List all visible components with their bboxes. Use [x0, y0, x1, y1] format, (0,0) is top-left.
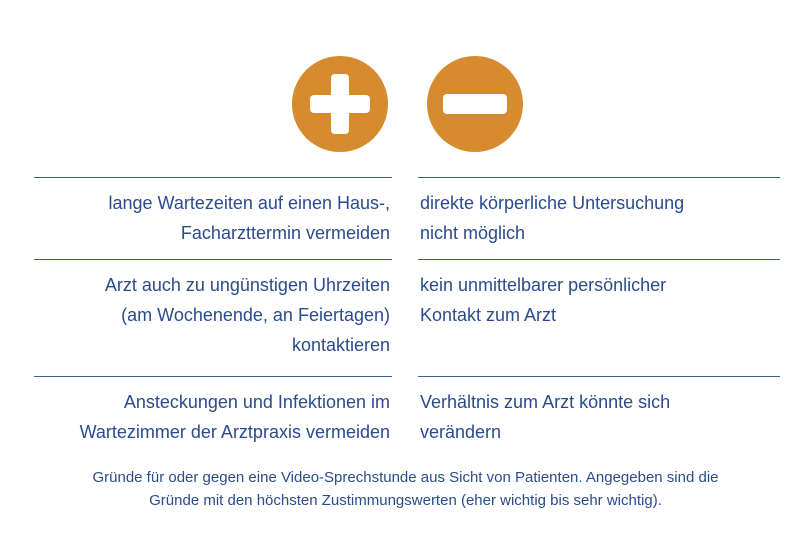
pro-text-2 — [34, 270, 392, 360]
con-text-3 — [418, 387, 780, 447]
plus-icon-vertical-bar — [331, 74, 349, 134]
con-text-1-line-1: direkte körperliche Untersuchung — [420, 193, 685, 213]
con-text-2 — [418, 270, 780, 330]
caption — [0, 466, 811, 512]
con-text-3-line-2: verändern — [420, 422, 502, 442]
con-column — [418, 177, 780, 466]
pro-text-2-line-1: Arzt auch zu ungünstigen Uhrzeiten — [104, 275, 390, 295]
minus-icon — [427, 56, 523, 152]
pro-row-1 — [34, 177, 392, 259]
pro-row-3 — [34, 376, 392, 466]
con-text-2-line-1: kein unmittelbarer persönlicher — [420, 275, 667, 295]
pro-row-2 — [34, 259, 392, 376]
pro-text-2-line-2: (am Wochenende, an Feiertagen) — [121, 305, 390, 325]
pro-text-1 — [34, 188, 392, 248]
con-row-1 — [418, 177, 780, 259]
con-text-1 — [418, 188, 780, 248]
pro-text-3 — [34, 387, 392, 447]
pro-column — [34, 177, 392, 466]
caption-line-1: Gründe für oder gegen eine Video-Sprechstunde aus Sicht von Patienten. Angegeben sind die — [92, 469, 719, 486]
pro-text-3-line-1: Ansteckungen und Infektionen im — [123, 392, 390, 412]
pro-text-1-line-1: lange Wartezeiten auf einen Haus-, — [108, 193, 390, 213]
con-text-1-line-2: nicht möglich — [420, 223, 526, 243]
pro-text-3-line-2: Wartezimmer der Arztpraxis vermeiden — [79, 422, 390, 442]
plus-icon — [292, 56, 388, 152]
con-text-3-line-1: Verhältnis zum Arzt könnte sich — [420, 392, 671, 412]
pro-text-1-line-2: Facharzttermin vermeiden — [180, 223, 390, 243]
con-row-2 — [418, 259, 780, 376]
minus-icon-bar — [443, 94, 507, 114]
pro-text-2-line-3: kontaktieren — [291, 335, 390, 355]
con-row-3 — [418, 376, 780, 466]
con-text-2-line-2: Kontakt zum Arzt — [420, 305, 557, 325]
caption-line-2: Gründe mit den höchsten Zustimmungswerten (eher wichtig bis sehr wichtig). — [149, 492, 662, 509]
